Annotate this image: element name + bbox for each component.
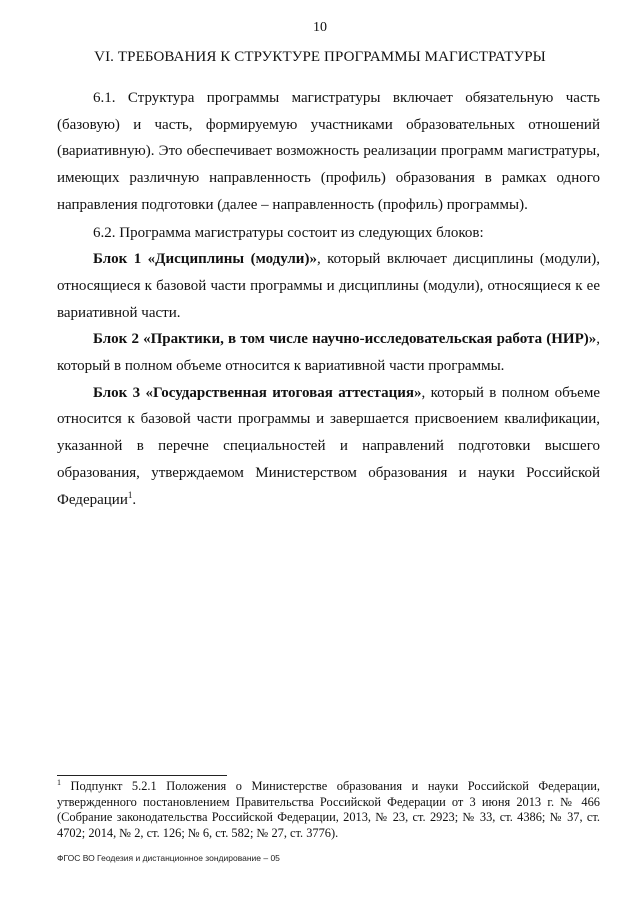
block-2-title: Блок 2 «Практики, в том числе научно-исследовательская работа (НИР)» bbox=[93, 331, 597, 348]
block-3-end: . bbox=[132, 491, 137, 508]
paragraph-block-1 bbox=[57, 246, 600, 326]
page-number: 10 bbox=[313, 20, 327, 35]
block-2-text: , который в полном объеме относится к вариативной части программы. bbox=[57, 331, 600, 375]
block-1-text: , который включает дисциплины (модули), относящиеся к базовой части программы и дисциплины (модули), относящиеся к ее вариативной части. bbox=[57, 251, 601, 321]
block-3-text: , который в полном объеме относится к базовой части программы и завершается присвоением квалификации, указанной в перечне специальностей и направлений подготовки высшего образования, утверждаемом Министерством образования и науки Российской Федерации bbox=[57, 384, 600, 508]
footnote-divider bbox=[57, 775, 227, 776]
section-title: VI. ТРЕБОВАНИЯ К СТРУКТУРЕ ПРОГРАММЫ МАГИСТРАТУРЫ bbox=[94, 49, 546, 65]
footer-label: ФГОС ВО Геодезия и дистанционное зондирование – 05 bbox=[57, 853, 280, 863]
paragraph-6-2: 6.2. Программа магистратуры состоит из следующих блоков: bbox=[93, 224, 484, 241]
footnote-reference[interactable]: 1 bbox=[127, 489, 133, 500]
paragraph-6-1: 6.1. Структура программы магистратуры включает обязательную часть (базовую) и часть, формируемую участниками образовательных отношений (вариативную). Это обеспечивает возможность реализации программ магистратуры, имеющих различную направленность (профиль) образования в рамках одного направления подготовки (далее – направленность (профиль) программы). bbox=[57, 90, 600, 213]
footnote-mark: 1 bbox=[57, 777, 61, 787]
body-text bbox=[57, 85, 600, 513]
block-3-title: Блок 3 «Государственная итоговая аттестация» bbox=[93, 384, 422, 401]
block-1-title: Блок 1 «Дисциплины (модули)» bbox=[93, 251, 317, 268]
footnote-text: Подпункт 5.2.1 Положения о Министерстве образования и науки Российской Федерации, утвержденного постановлением Правительства Российской Федерации от 3 июня 2013 г. № 466 (Собрание законодательства Российской Федерации, 2013, № 23, ст. 2923; № 33, ст. 4386; № 37, ст. 4702; 2014, № 2, ст. 126; № 6, ст. 582; № 27, ст. 3776). bbox=[57, 779, 600, 840]
footnote bbox=[57, 779, 600, 841]
paragraph-block-2 bbox=[57, 326, 600, 379]
paragraph-block-3 bbox=[57, 380, 600, 514]
